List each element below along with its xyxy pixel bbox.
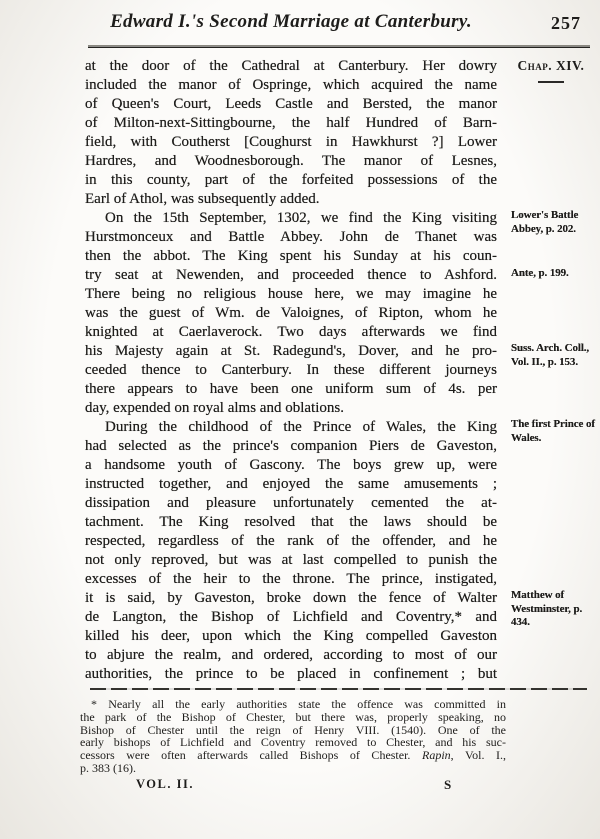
text-line: instructed together, and enjoyed the same amusements ;	[85, 476, 497, 492]
margin-note: Suss. Arch. Coll., Vol. II., p. 153.	[511, 342, 590, 368]
footnote-line	[80, 749, 506, 762]
chapter-heading: Chap. XIV.	[517, 58, 585, 73]
text-line: was the guest of Wm. de Valoignes, of Ripton, whom he	[85, 305, 497, 321]
footnote-line: Bishop of Chester until the reign of Henry VIII. (1540). One of the	[80, 722, 506, 737]
margin-note: Ante, p. 199.	[511, 267, 569, 279]
text-line: Hardres, and Woodnesborough. The manor of Lesnes,	[85, 153, 497, 169]
header-rule	[88, 45, 590, 48]
text-line: Earl of Athol, was subsequently added.	[85, 191, 320, 207]
footnote-line: p. 383 (16).	[80, 760, 136, 775]
margin-note: Matthew of Westminster, p. 434.	[511, 589, 583, 628]
text-line: respected, regardless of the rank of the offender, and he	[85, 533, 497, 549]
text-line: at the door of the Cathedral at Canterbury. Her dowry	[85, 58, 497, 74]
text-line: tachment. The King resolved that the laws should be	[85, 514, 497, 530]
text-line: On the 15th September, 1302, we find the King visiting	[105, 210, 497, 226]
text-line: Hurstmonceux and Battle Abbey. John de Thanet was	[85, 229, 497, 245]
text-line: During the childhood of the Prince of Wales, the King	[105, 419, 497, 435]
running-header-title: Edward I.'s Second Marriage at Canterbury.	[110, 11, 472, 32]
text-line: de Langton, the Bishop of Lichfield and Coventry,* and	[85, 609, 497, 625]
text-line: in this county, part of the forfeited possessions of the	[85, 172, 497, 188]
text-line: then the abbot. The King spent his Sunday at his coun-	[85, 248, 497, 264]
footnote-line: * Nearly all the early authorities state the offence was committed in	[91, 697, 506, 711]
chapter-rule	[538, 81, 564, 83]
text-line: included the manor of Ospringe, which acquired the name	[85, 77, 497, 93]
footnote-line: the park of the Bishop of Chester, but there was, properly speaking, no	[80, 709, 506, 724]
text-line: to abjure the realm, and ordered, according to most of our	[85, 647, 497, 663]
main-text-block	[85, 57, 497, 684]
text-line: not only reproved, but was at last compelled to punish the	[85, 552, 497, 568]
text-line: ceeded thence to Canterbury. In these different journeys	[85, 362, 497, 378]
text-line: his Majesty again at St. Radegund's, Dover, and he pro-	[85, 343, 497, 359]
text-line: day, expended on royal alms and oblations.	[85, 400, 344, 416]
signature-mark: S	[444, 777, 452, 792]
text-line: try seat at Newenden, and proceeded thence to Ashford.	[85, 267, 497, 283]
text-line: excesses of the heir to the throne. The prince, instigated,	[85, 571, 497, 587]
footnote-text: cessors were often afterwards called Bishops of Chester.	[80, 748, 422, 763]
footnote-line: early bishops of Lichfield and Coventry removed to Chester, and his suc-	[80, 735, 506, 750]
text-line: knighted at Caerlaverock. Two days afterwards we find	[85, 324, 497, 340]
text-line: there appears to have been one uniform sum of 4s. per	[85, 381, 497, 397]
footnote-citation-italic: Rapin	[421, 748, 451, 763]
footnote-text: , Vol. I.,	[450, 748, 506, 763]
text-line: dissipation and pleasure unfortunately cemented the at-	[85, 495, 497, 511]
text-line: it is said, by Gaveston, broke down the fence of Walter	[85, 590, 497, 606]
margin-note: Lower's Battle Abbey, p. 202.	[511, 209, 579, 235]
text-line: had selected as the prince's companion Piers de Gaveston,	[85, 438, 497, 454]
text-line: of Queen's Court, Leeds Castle and Bersted, the manor	[85, 96, 497, 112]
page-number: 257	[551, 13, 581, 33]
text-line: field, with Coutherst [Coughurst in Hawkhurst ?] Lower	[85, 134, 497, 150]
text-line: killed his deer, upon which the King compelled Gaveston	[85, 628, 497, 644]
volume-label: VOL. II.	[136, 777, 194, 791]
margin-note: The first Prince of Wales.	[511, 418, 595, 444]
text-line: authorities, the prince to be placed in confinement ; but	[85, 666, 497, 682]
footnote-separator-rule	[90, 688, 587, 690]
footnote-block	[80, 698, 506, 775]
text-line: There being no religious house here, we may imagine he	[85, 286, 497, 302]
text-line: of Milton-next-Sittingbourne, the half Hundred of Barn-	[85, 115, 497, 131]
text-line: a handsome youth of Gascony. The boys grew up, were	[85, 457, 497, 473]
